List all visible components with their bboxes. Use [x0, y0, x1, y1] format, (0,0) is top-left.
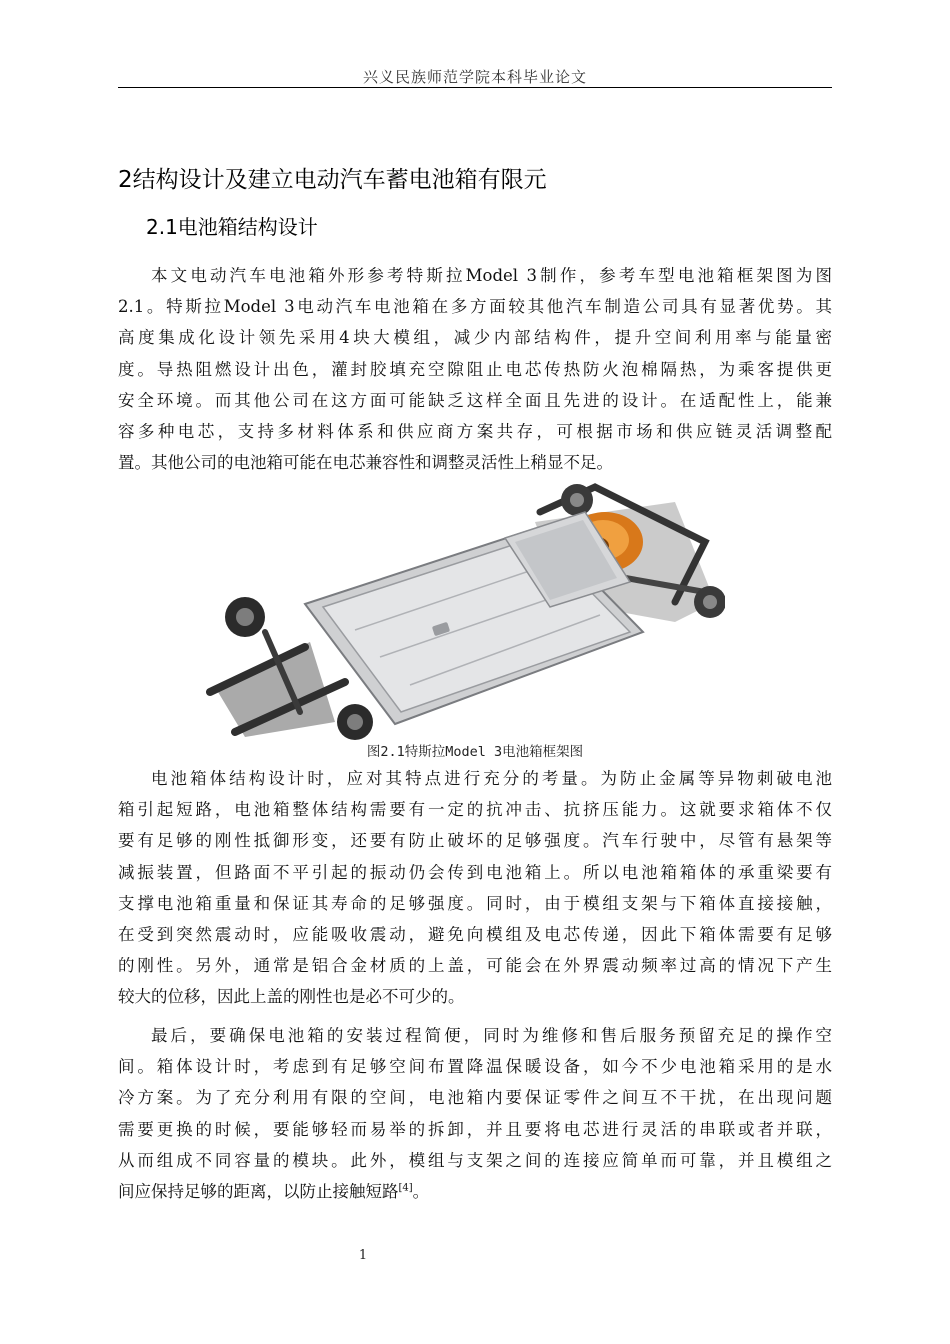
paragraph-line: 容多种电芯，支持多材料体系和供应商方案共存，可根据市场和供应链灵活调整配 — [118, 421, 832, 441]
paragraph-1 — [118, 260, 832, 478]
paragraph-line: 的刚性。另外，通常是铝合金材质的上盖，可能会在外界震动频率过高的情况下产生 — [118, 956, 832, 976]
paragraph-end-mark: 。 — [412, 1181, 430, 1201]
header-rule — [118, 87, 832, 88]
paragraph-line: 较大的位移，因此上盖的刚性也是必不可少的。 — [118, 987, 465, 1007]
paragraph-line: 度。导热阻燃设计出色，灌封胶填充空隙阻止电芯传热防火泡棉隔热，为乘客提供更 — [118, 359, 832, 379]
paragraph-3 — [118, 1020, 832, 1207]
paragraph-line: 本文电动汽车电池箱外形参考特斯拉Model 3制作，参考车型电池箱框架图为图 — [151, 266, 832, 285]
paragraph-line — [118, 1176, 832, 1207]
paragraph-line: 要有足够的刚性抵御形变，还要有防止破坏的足够强度。汽车行驶中，尽管有悬架等 — [118, 831, 832, 851]
battery-pack-illustration — [205, 482, 725, 742]
figure-caption: 图2.1特斯拉Model 3电池箱框架图 — [366, 744, 584, 760]
paragraph-line: 高度集成化设计领先采用4块大模组，减少内部结构件，提升空间利用率与能量密 — [118, 328, 832, 348]
paragraph-line: 2.1。特斯拉Model 3电动汽车电池箱在多方面较其他汽车制造公司具有显著优势。其 — [118, 297, 832, 317]
paragraph-2 — [118, 763, 832, 1013]
citation-ref: [4] — [398, 1182, 413, 1194]
paragraph-line: 需要更换的时候，要能够轻而易举的拆卸，并且要将电芯进行灵活的串联或者并联， — [118, 1119, 832, 1139]
paragraph-line: 电池箱体结构设计时，应对其特点进行充分的考量。为防止金属等异物刺破电池 — [151, 769, 832, 788]
paragraph-line: 间。箱体设计时，考虑到有足够空间布置降温保暖设备，如今不少电池箱采用的是水 — [118, 1057, 832, 1077]
battery-pack-figure — [205, 482, 725, 742]
paragraph-line: 冷方案。为了充分利用有限的空间，电池箱内要保证零件之间互不干扰，在出现问题 — [118, 1088, 832, 1108]
paragraph-line: 箱引起短路，电池箱整体结构需要有一定的抗冲击、抗挤压能力。这就要求箱体不仅 — [118, 800, 832, 820]
paragraph-line: 安全环境。而其他公司在这方面可能缺乏这样全面且先进的设计。在适配性上，能兼 — [118, 390, 832, 410]
paragraph-line: 在受到突然震动时，应能吸收震动，避免向模组及电芯传递，因此下箱体需要有足够 — [118, 924, 832, 944]
section-title: 2.1电池箱结构设计 — [146, 215, 318, 239]
page-number: 1 — [358, 1248, 368, 1263]
page-header: 兴义民族师范学院本科毕业论文 — [362, 68, 587, 86]
chapter-title: 2结构设计及建立电动汽车蓄电池箱有限元 — [118, 167, 547, 193]
paragraph-last-text: 间应保持足够的距离，以防止接触短路 — [118, 1181, 399, 1201]
paragraph-line: 从而组成不同容量的模块。此外，模组与支架之间的连接应简单而可靠，并且模组之 — [118, 1150, 832, 1170]
paragraph-line: 减振装置，但路面不平引起的振动仍会传到电池箱上。所以电池箱箱体的承重梁要有 — [118, 862, 832, 882]
paragraph-line: 最后，要确保电池箱的安装过程简便，同时为维修和售后服务预留充足的操作空 — [151, 1026, 832, 1045]
paragraph-line: 置。其他公司的电池箱可能在电芯兼容性和调整灵活性上稍显不足。 — [118, 453, 613, 473]
paragraph-line: 支撑电池箱重量和保证其寿命的足够强度。同时，由于模组支架与下箱体直接接触， — [118, 893, 832, 913]
